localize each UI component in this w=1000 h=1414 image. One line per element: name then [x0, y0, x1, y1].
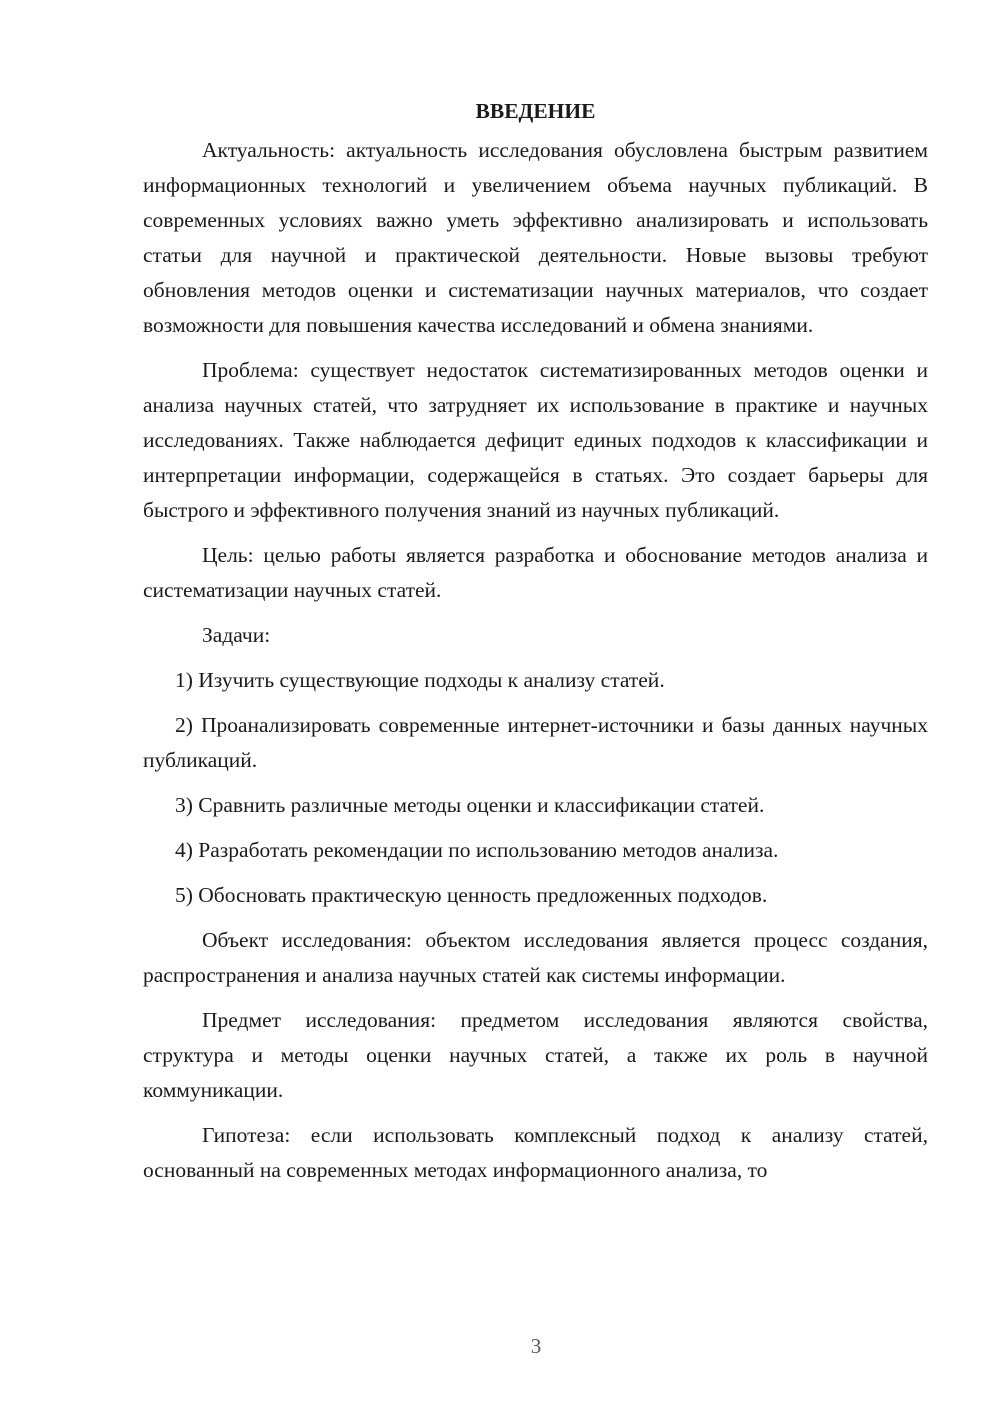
page-number: 3	[530, 1334, 542, 1358]
task-item-1: 1) Изучить существующие подходы к анализу статей.	[175, 668, 665, 692]
paragraph-goal: Цель: целью работы является разработка и обоснование методов анализа и систематизации научных статей.	[143, 543, 928, 602]
paragraph-problem: Проблема: существует недостаток систематизированных методов оценки и анализа научных статей, что затрудняет их использование в практике и научных исследованиях. Также наблюдается дефицит единых подходов к классификации и интерпретации информации, содержащейся в статьях. Это создает барьеры для быстрого и эффективного получения знаний из научных публикаций.	[143, 358, 928, 522]
task-item-3: 3) Сравнить различные методы оценки и классификации статей.	[175, 793, 765, 817]
tasks-label: Задачи:	[202, 623, 271, 647]
paragraph-subject: Предмет исследования: предметом исследования являются свойства, структура и методы оценки научных статей, а также их роль в научной коммуникации.	[143, 1008, 928, 1102]
task-item-5: 5) Обосновать практическую ценность предложенных подходов.	[175, 883, 768, 907]
task-item-2: 2) Проанализировать современные интернет-источники и базы данных научных публикаций.	[143, 713, 928, 772]
document-body	[143, 96, 928, 1198]
task-item-4: 4) Разработать рекомендации по использованию методов анализа.	[175, 838, 779, 862]
paragraph-relevance: Актуальность: актуальность исследования обусловлена быстрым развитием информационных технологий и увеличением объема научных публикаций. В современных условиях важно уметь эффективно анализировать и использовать статьи для научной и практической деятельности. Новые вызовы требуют обновления методов оценки и систематизации научных материалов, что создает возможности для повышения качества исследований и обмена знаниями.	[143, 138, 928, 337]
paragraph-object: Объект исследования: объектом исследования является процесс создания, распространения и анализа научных статей как системы информации.	[143, 928, 928, 987]
paragraph-hypothesis: Гипотеза: если использовать комплексный подход к анализу статей, основанный на современных методах информационного анализа, то	[143, 1123, 928, 1182]
section-heading: ВВЕДЕНИЕ	[475, 99, 596, 123]
